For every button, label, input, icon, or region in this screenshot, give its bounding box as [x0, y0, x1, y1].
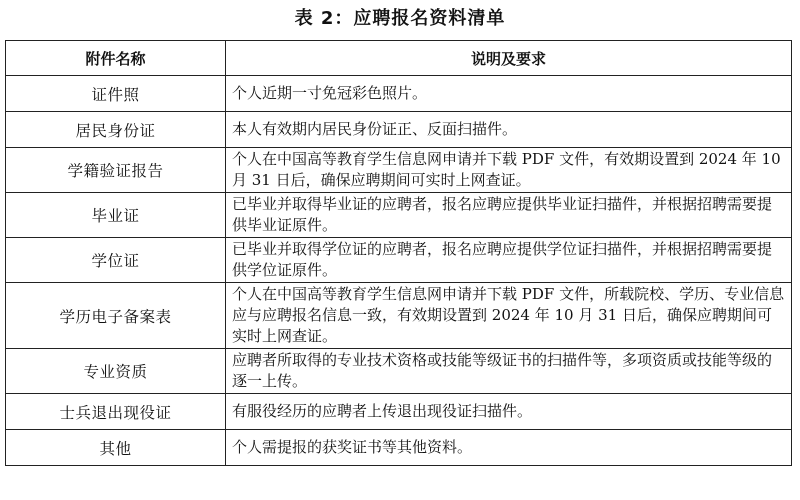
attachment-description: 个人在中国高等教育学生信息网申请并下载 PDF 文件，所载院校、学历、专业信息应与应聘报名信息一致，有效期设置到 2024 年 10 月 31 日后，确保应聘期间可实时上网查证。 — [226, 283, 792, 349]
attachment-description: 本人有效期内居民身份证正、反面扫描件。 — [226, 112, 792, 148]
attachment-name: 毕业证 — [6, 193, 226, 238]
table-row — [6, 238, 792, 283]
attachment-description: 个人近期一寸免冠彩色照片。 — [226, 76, 792, 112]
attachment-description: 个人在中国高等教育学生信息网申请并下载 PDF 文件，有效期设置到 2024 年 10 月 31 日后，确保应聘期间可实时上网查证。 — [226, 148, 792, 193]
attachment-description: 应聘者所取得的专业技术资格或技能等级证书的扫描件等，多项资质或技能等级的逐一上传。 — [226, 349, 792, 394]
attachment-description: 已毕业并取得学位证的应聘者，报名应聘应提供学位证扫描件，并根据招聘需要提供学位证原件。 — [226, 238, 792, 283]
attachment-description: 已毕业并取得毕业证的应聘者，报名应聘应提供毕业证扫描件，并根据招聘需要提供毕业证原件。 — [226, 193, 792, 238]
attachment-name: 其他 — [6, 430, 226, 466]
attachment-name: 证件照 — [6, 76, 226, 112]
attachment-name: 专业资质 — [6, 349, 226, 394]
attachment-name: 学位证 — [6, 238, 226, 283]
table-row — [6, 112, 792, 148]
attachment-name: 士兵退出现役证 — [6, 394, 226, 430]
table-row — [6, 283, 792, 349]
attachment-name: 学籍验证报告 — [6, 148, 226, 193]
attachment-description: 个人需提报的获奖证书等其他资料。 — [226, 430, 792, 466]
table-row — [6, 394, 792, 430]
attachment-description: 有服役经历的应聘者上传退出现役证扫描件。 — [226, 394, 792, 430]
header-attachment-name: 附件名称 — [6, 41, 226, 76]
table-row — [6, 430, 792, 466]
table-row — [6, 148, 792, 193]
table-title: 表 2：应聘报名资料清单 — [294, 8, 506, 29]
table-row — [6, 349, 792, 394]
attachment-name: 居民身份证 — [6, 112, 226, 148]
application-materials-table — [5, 40, 792, 466]
table-header-row — [6, 41, 792, 76]
header-description: 说明及要求 — [226, 41, 792, 76]
attachment-name: 学历电子备案表 — [6, 283, 226, 349]
table-row — [6, 76, 792, 112]
table-row — [6, 193, 792, 238]
